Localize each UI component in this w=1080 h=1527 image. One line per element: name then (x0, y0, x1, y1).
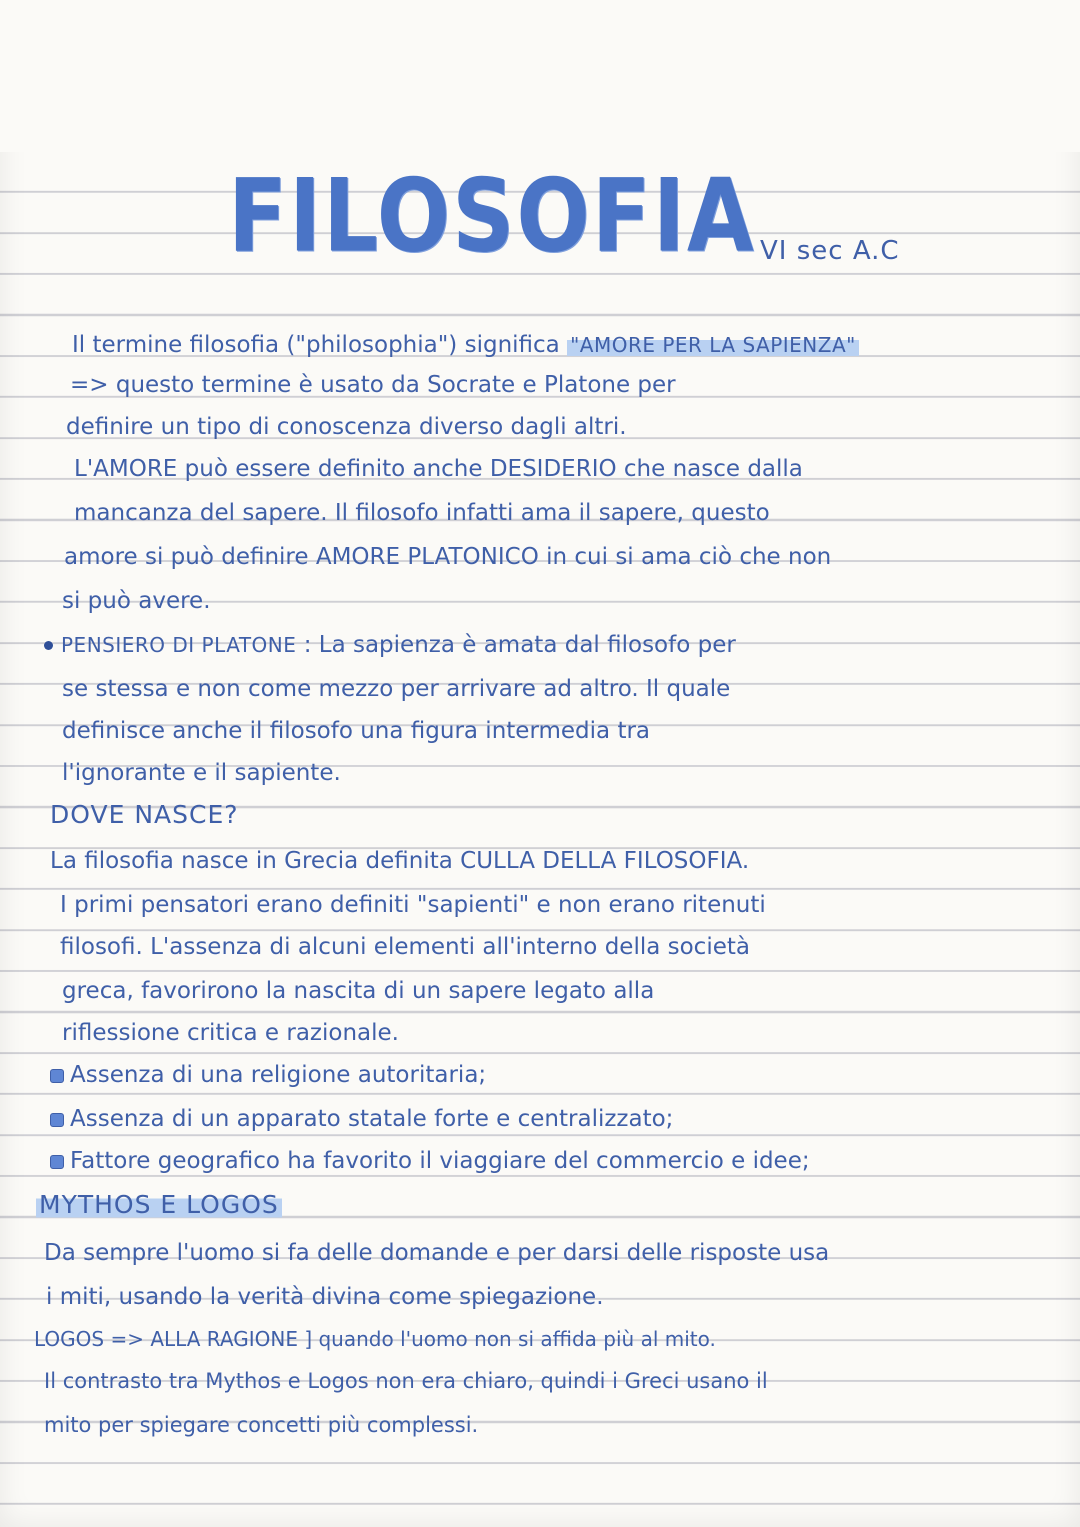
bullet-text: Fattore geografico ha favorito il viaggiare del commercio e idee; (70, 1148, 810, 1174)
intro-line-6: amore si può definire AMORE PLATONICO in cui si ama ciò che non (64, 544, 832, 570)
mythos-line-4: Il contrasto tra Mythos e Logos non era chiaro, quindi i Greci usano il (44, 1369, 768, 1393)
bullet-item-3 (50, 1146, 810, 1176)
bullet-text: Assenza di una religione autoritaria; (70, 1062, 487, 1088)
intro-line-1 (72, 330, 859, 360)
square-bullet-icon (50, 1069, 64, 1083)
dove-line-5: riflessione critica e razionale. (62, 1020, 399, 1046)
bullet-item-2 (50, 1104, 673, 1134)
bullet-dot-icon (44, 641, 53, 650)
platone-line-2: se stessa e non come mezzo per arrivare ad altro. Il quale (62, 676, 731, 702)
bullet-item-1 (50, 1060, 486, 1090)
dove-line-3: filosofi. L'assenza di alcuni elementi all'interno della società (60, 934, 750, 960)
mythos-line-5: mito per spiegare concetti più complessi. (44, 1413, 479, 1437)
square-bullet-icon (50, 1155, 64, 1169)
mythos-line-3: LOGOS => ALLA RAGIONE ] quando l'uomo non si affida più al mito. (34, 1327, 716, 1351)
platone-line-3: definisce anche il filosofo una figura intermedia tra (62, 718, 651, 744)
intro-line-2 (70, 370, 676, 400)
platone-label: PENSIERO DI PLATONE (61, 633, 297, 657)
mythos-line-1: Da sempre l'uomo si fa delle domande e per darsi delle risposte usa (44, 1240, 830, 1266)
mythos-heading-text: MYTHOS E LOGOS (36, 1190, 282, 1219)
dove-nasce-heading: DOVE NASCE? (50, 800, 239, 829)
bullet-text: Assenza di un apparato statale forte e centralizzato; (70, 1106, 674, 1132)
intro-text: => questo termine è usato da Socrate e Platone per (70, 372, 676, 398)
intro-line-3: definire un tipo di conoscenza diverso dagli altri. (66, 414, 627, 440)
dove-line-2: I primi pensatori erano definiti "sapienti" e non erano ritenuti (60, 892, 766, 918)
intro-line-5: mancanza del sapere. Il filosofo infatti ama il sapere, questo (74, 500, 770, 526)
intro-line-7: si può avere. (62, 588, 211, 614)
platone-line-1 (44, 630, 736, 660)
page-subtitle: VI sec A.C (760, 236, 900, 266)
page-title: FILOSOFIA (228, 157, 756, 275)
square-bullet-icon (50, 1113, 64, 1127)
mythos-line-2: i miti, usando la verità divina come spiegazione. (46, 1284, 604, 1310)
highlight-amore-sapienza: "AMORE PER LA SAPIENZA" (567, 333, 859, 357)
intro-line-4: L'AMORE può essere definito anche DESIDERIO che nasce dalla (74, 456, 803, 482)
platone-text: : La sapienza è amata dal filosofo per (303, 632, 736, 658)
intro-text: Il termine filosofia ("philosophia") significa (72, 332, 560, 358)
dove-line-1: La filosofia nasce in Grecia definita CULLA DELLA FILOSOFIA. (50, 848, 750, 874)
mythos-heading (36, 1190, 282, 1220)
platone-line-4: l'ignorante e il sapiente. (62, 760, 341, 786)
dove-line-4: greca, favorirono la nascita di un sapere legato alla (62, 978, 655, 1004)
